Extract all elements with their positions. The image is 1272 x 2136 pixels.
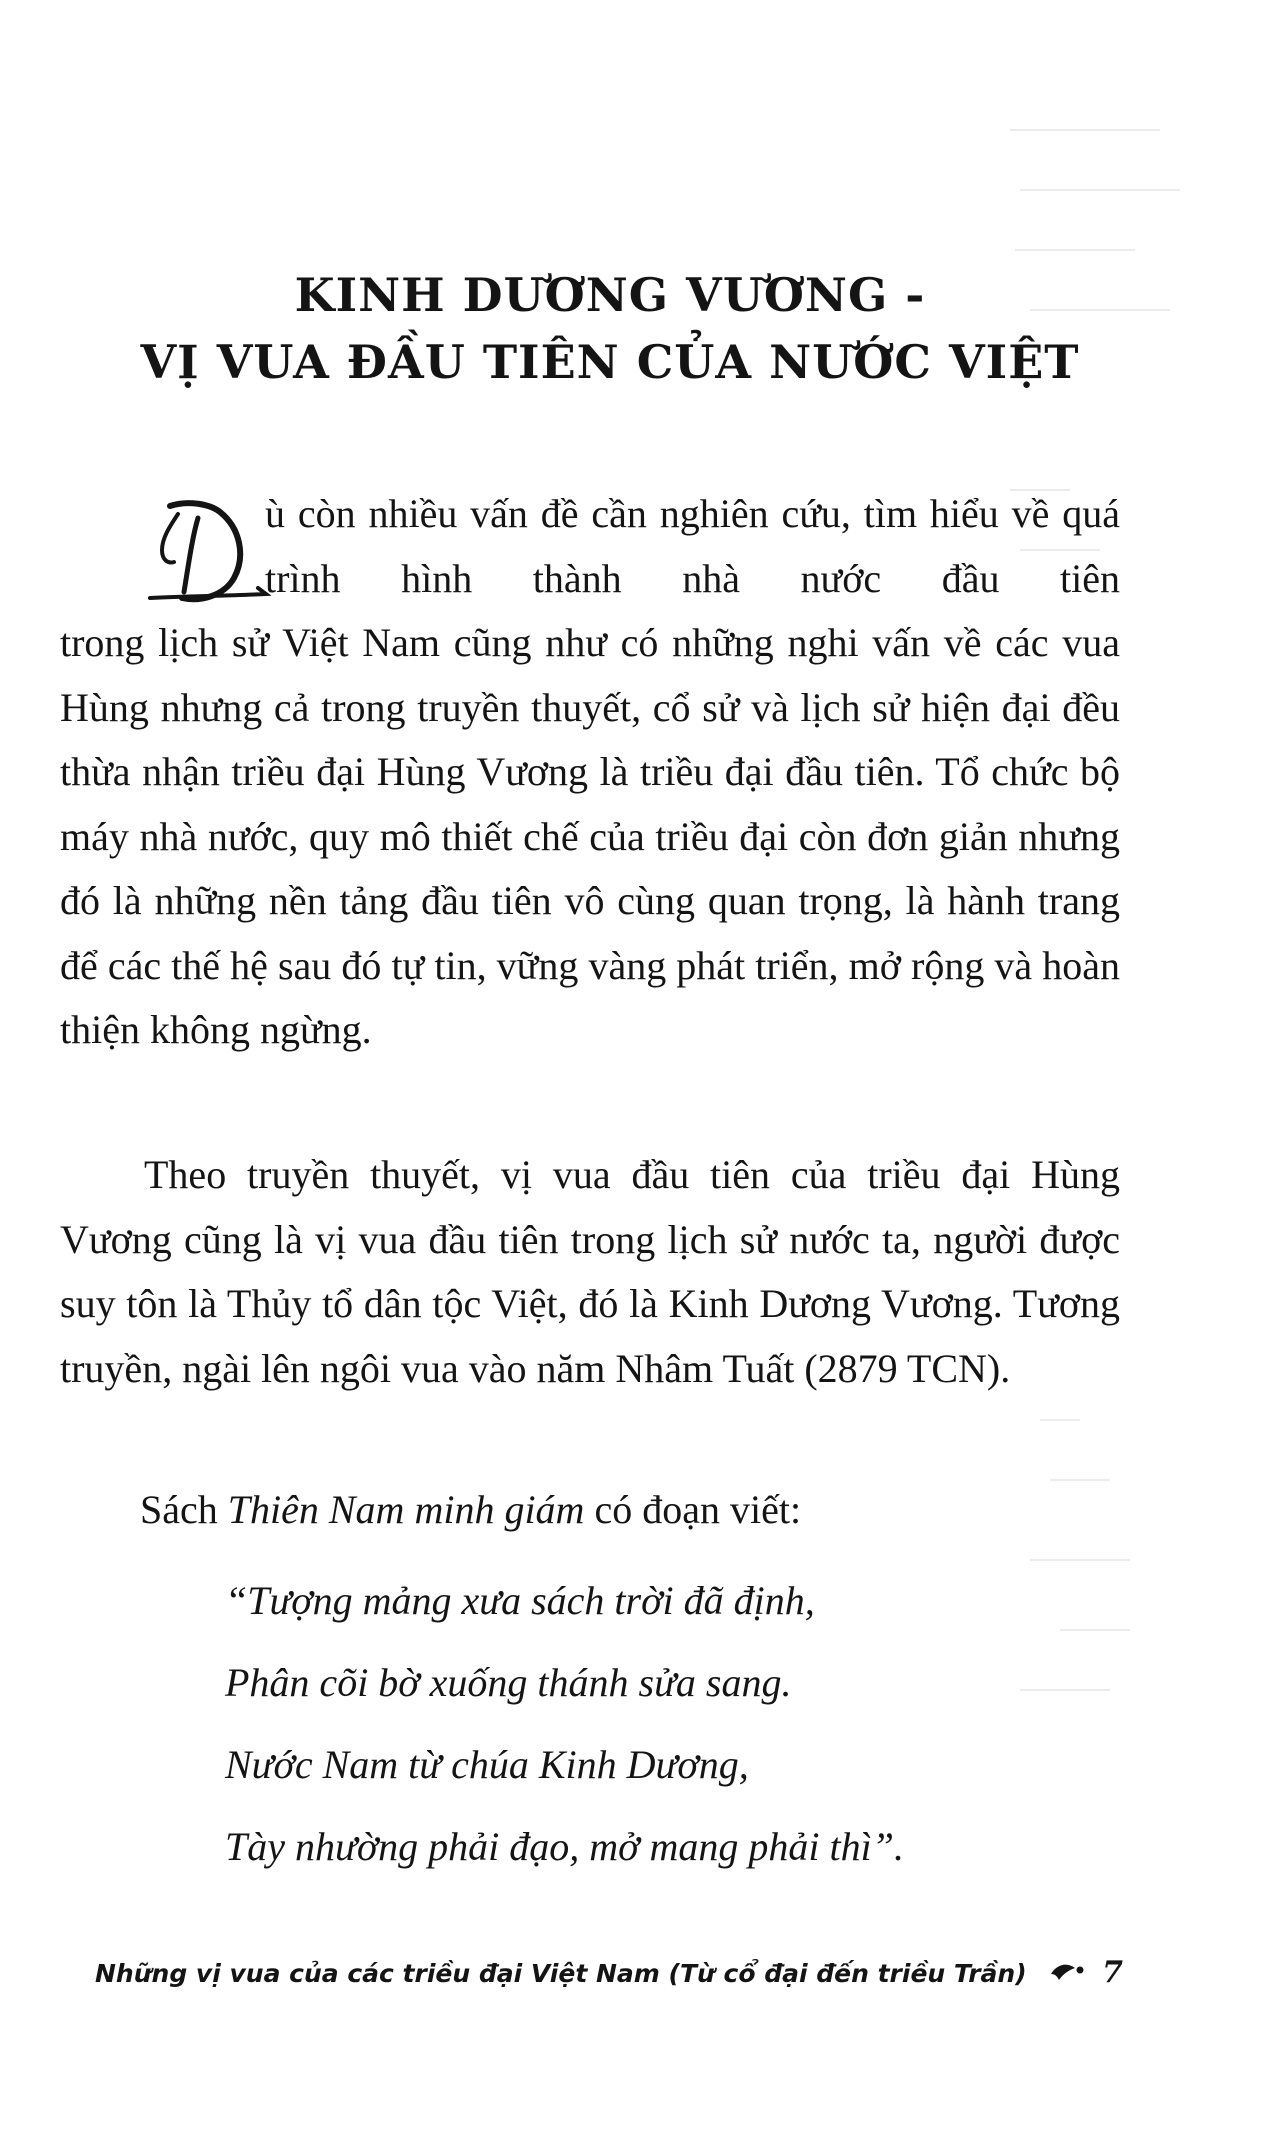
poem-line: “Tượng mảng xưa sách trời đã định, — [225, 1578, 815, 1623]
page-number: 7 — [1102, 1955, 1123, 1990]
leaf-ornament-icon — [1049, 1959, 1085, 1988]
paragraph-intro-rest: trong lịch sử Việt Nam cũng như có những nghi vấn về các vua Hùng nhưng cả trong truyền thuyết, cổ sử và lịch sử hiện đại đều thừa nhận triều đại Hùng Vương là triều đại đầu tiên. Tổ chức bộ máy nhà nước, quy mô thiết chế của triều đại còn đơn giản nhưng đó là những nền tảng đầu tiên vô cùng quan trọng, là hành trang để các thế hệ sau đó tự tin, vững vàng phát triển, mở rộng và hoàn thiện không ngừng. — [60, 620, 1120, 1052]
poem-line: Tày nhường phải đạo, mở mang phải thì”. — [225, 1824, 904, 1869]
chapter-title-line-1: KINH DƯƠNG VƯƠNG - — [294, 268, 926, 322]
citation-before: Sách — [140, 1487, 228, 1532]
poem-line: Phân cõi bờ xuống thánh sửa sang. — [225, 1660, 792, 1705]
paragraph-citation — [140, 1478, 1200, 1543]
poem-line: Nước Nam từ chúa Kinh Dương, — [225, 1742, 749, 1787]
running-title: Những vị vua của các triều đại Việt Nam (Từ cổ đại đến triều Trần) — [95, 1959, 1027, 1988]
paragraph-intro-first-lines: ù còn nhiều vấn đề cần nghiên cứu, tìm hiểu về quá trình hình thành nhà nước đầu tiên — [265, 491, 1120, 601]
chapter-title-line-2: VỊ VUA ĐẦU TIÊN CỦA NƯỚC VIỆT — [140, 335, 1080, 389]
citation-after: có đoạn viết: — [584, 1487, 802, 1532]
book-title: Thiên Nam minh giám — [227, 1487, 585, 1532]
running-footer — [95, 1955, 1175, 1990]
paragraph-legend: Theo truyền thuyết, vị vua đầu tiên của triều đại Hùng Vương cũng là vị vua đầu tiên trong lịch sử nước ta, người được suy tôn là Thủy tổ dân tộc Việt, đó là Kinh Dương Vương. Tương truyền, ngài lên ngôi vua vào năm Nhâm Tuất (2879 TCN). — [60, 1152, 1120, 1391]
poem-quote — [225, 1560, 1125, 1888]
paragraph-intro — [60, 482, 1120, 1063]
